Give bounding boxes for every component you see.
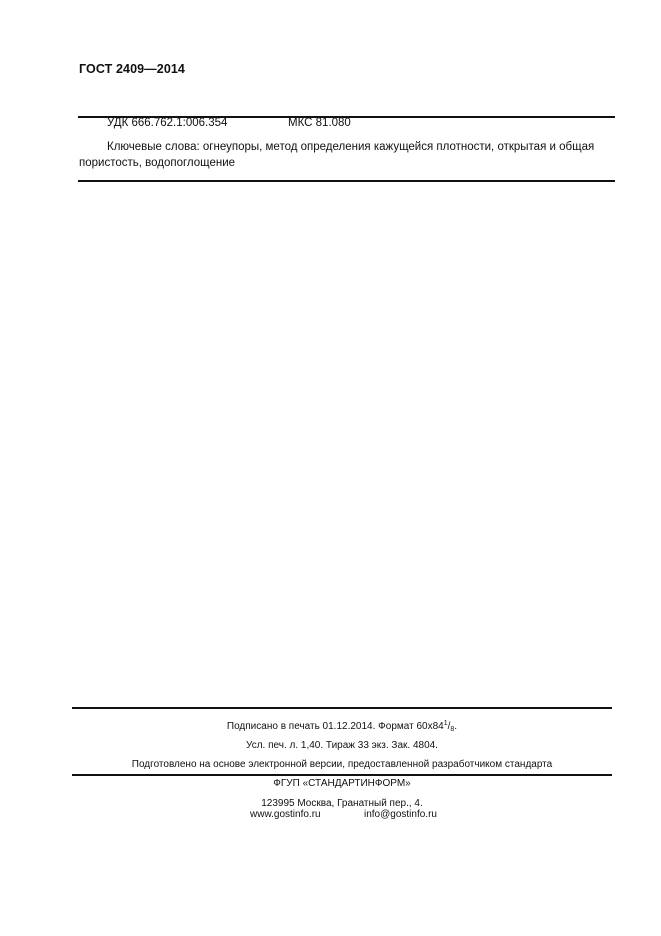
format-slash: /	[447, 721, 451, 732]
signed-prefix: Подписано в печать 01.12.2014. Формат 60x84	[226, 721, 444, 732]
imprint-mid-rule	[72, 774, 612, 776]
mks-code: МКС 81.080	[288, 117, 351, 129]
keywords-line-2: пористость, водопоглощение	[79, 157, 236, 169]
classification-bottom-rule	[78, 180, 615, 182]
print-info: Усл. печ. л. 1,40. Тираж 33 экз. Зак. 4804.	[246, 740, 438, 751]
standard-code: ГОСТ 2409—2014	[79, 62, 185, 76]
signed-for-print	[72, 720, 612, 733]
publisher-website[interactable]: www.gostinfo.ru	[250, 809, 321, 820]
format-superscript: 1	[443, 720, 448, 727]
prepared-note: Подготовлено на основе электронной версии, предоставленной разработчиком стандарта	[131, 759, 553, 770]
imprint-top-rule	[72, 707, 612, 709]
publisher-email[interactable]: info@gostinfo.ru	[364, 809, 437, 820]
udk-code: УДК 666.762.1:006.354	[107, 117, 228, 129]
format-end: .	[454, 721, 458, 732]
keywords-line-1: Ключевые слова: огнеупоры, метод определения кажущейся плотности, открытая и общая	[107, 141, 595, 153]
format-subscript: 8	[450, 726, 455, 733]
publisher-address: 123995 Москва, Гранатный пер., 4.	[261, 798, 423, 809]
publisher-name: ФГУП «СТАНДАРТИНФОРМ»	[273, 778, 411, 789]
